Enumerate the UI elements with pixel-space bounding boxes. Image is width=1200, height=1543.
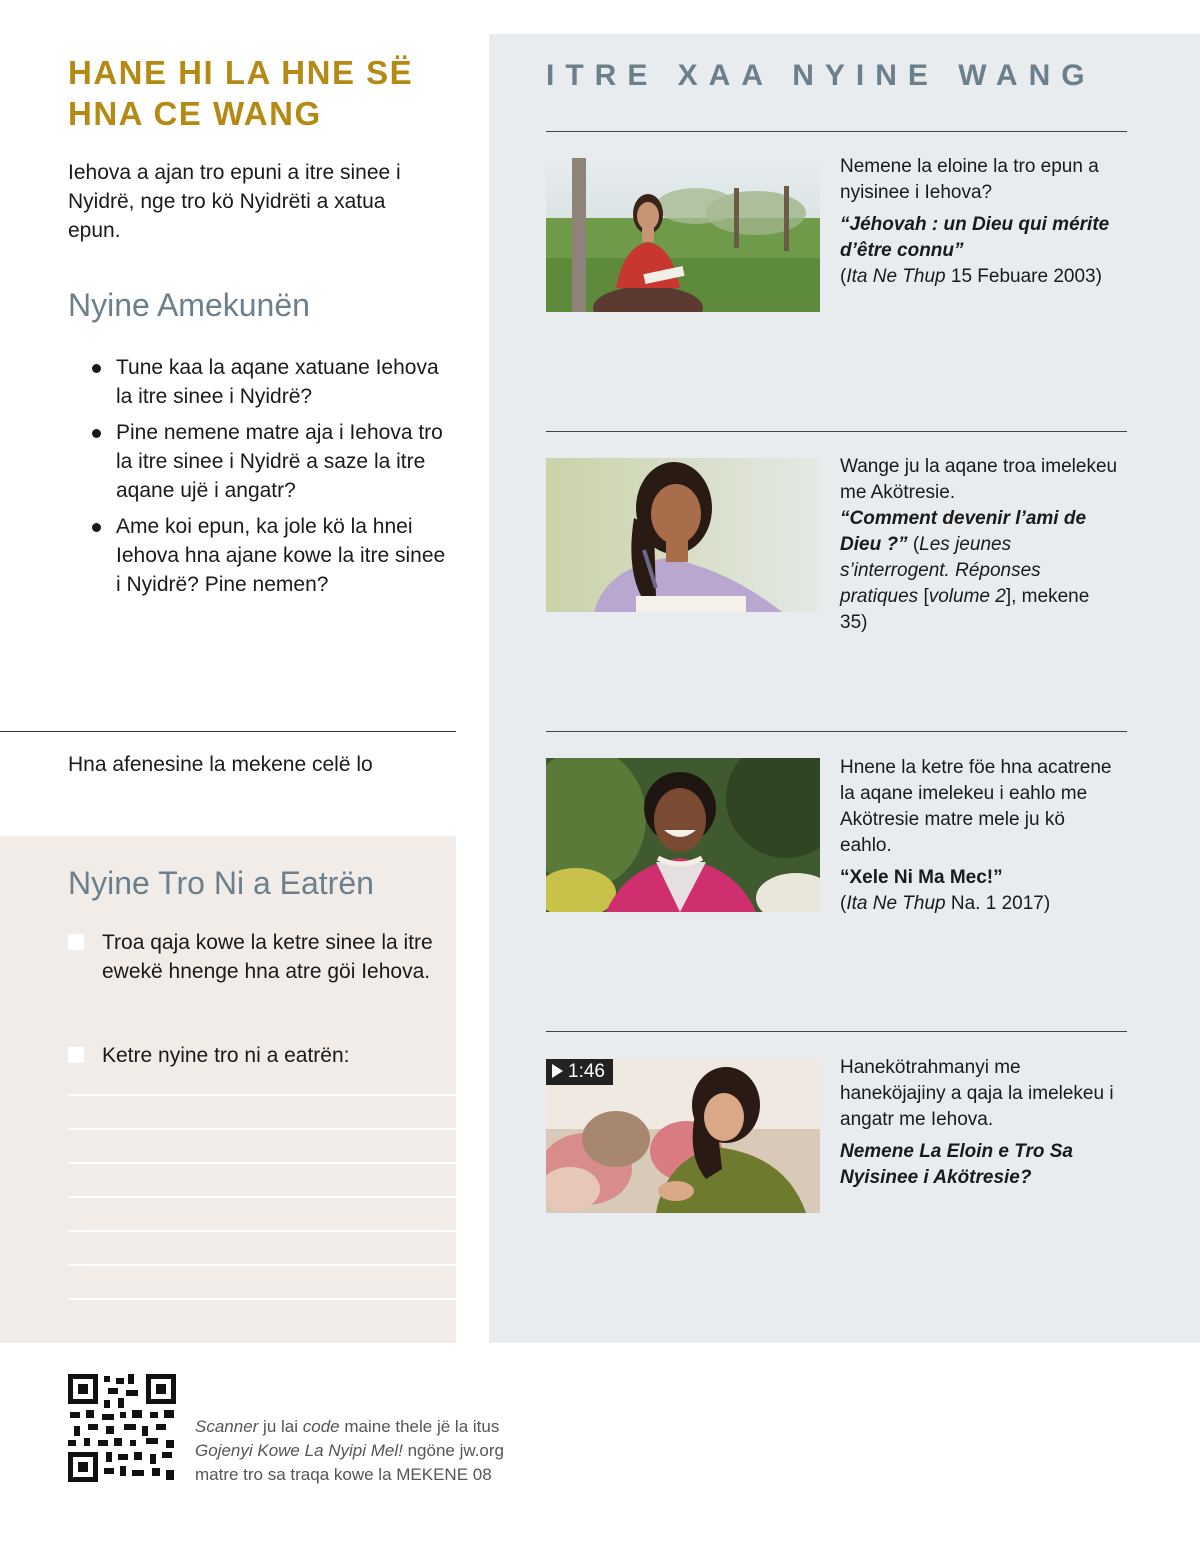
footer-lesson-number: matre tro sa traqa kowe la MEKENE 08 <box>195 1465 492 1484</box>
play-icon <box>552 1064 563 1078</box>
goal-item <box>68 1041 438 1070</box>
video-duration: 1:46 <box>568 1061 605 1082</box>
source-publication: Ita Ne Thup <box>846 266 946 287</box>
source-open: ( <box>907 534 920 555</box>
resource-question: Nemene la eloine la tro epun a nyisinee i Iehova? <box>840 156 1099 203</box>
smiling-woman-portrait-photo[interactable] <box>546 758 820 912</box>
resource-title-link[interactable]: “Comment devenir l’ami de Dieu ?” <box>840 508 1087 555</box>
resource-text <box>840 154 1120 290</box>
bullet-icon <box>92 364 101 373</box>
resource-text <box>840 454 1120 636</box>
list-item <box>90 512 450 599</box>
review-heading: Nyine Amekunën <box>68 287 310 323</box>
writing-line[interactable] <box>68 1094 456 1096</box>
footer-lesson-title[interactable]: Gojenyi Kowe La Nyipi Mel! <box>195 1441 403 1460</box>
writing-line[interactable] <box>68 1162 456 1164</box>
resource-question: Hanekötrahmanyi me haneköjajiny a qaja la imelekeu i angatr me Iehova. <box>840 1057 1114 1130</box>
goal-text: Ketre nyine tro ni a eatrën: <box>102 1044 350 1067</box>
footer-instructions <box>195 1415 615 1487</box>
left-column-top <box>68 52 448 245</box>
resource-text <box>840 1055 1120 1191</box>
writing-line[interactable] <box>68 1128 456 1130</box>
goals-section <box>0 836 456 1343</box>
page-title-line-2: HNA CE WANG <box>68 95 322 132</box>
source-open: ( <box>840 893 847 914</box>
page-title-line-1: HANE HI LA HNE SË <box>68 54 414 91</box>
writing-line[interactable] <box>68 1264 456 1266</box>
section-divider <box>0 731 456 732</box>
source-open: ( <box>840 266 847 287</box>
resource-text <box>840 755 1120 917</box>
review-questions-list <box>90 353 450 606</box>
qr-code-icon[interactable] <box>68 1374 176 1482</box>
page-title <box>68 52 448 134</box>
woman-sitting-in-orchard-photo[interactable] <box>546 158 820 312</box>
source-publication: Ita Ne Thup <box>846 893 946 914</box>
bullet-icon <box>92 523 101 532</box>
bullet-icon <box>92 429 101 438</box>
resource-title-link[interactable]: “Xele Ni Ma Mec!” <box>840 867 1003 888</box>
goal-checkbox[interactable] <box>68 934 84 950</box>
question-text: Tune kaa la aqane xatuane Iehova la itre sinee i Nyidrë? <box>116 356 439 408</box>
source-date: Na. 1 2017) <box>945 893 1051 914</box>
goal-text: Troa qaja kowe la ketre sinee la itre ewekë hnenge hna atre göi Iehova. <box>102 931 433 983</box>
footer-scanner: Scanner <box>195 1417 259 1436</box>
date-completed-label: Hna afenesine la mekene celë lo <box>68 753 373 776</box>
resource-title-link[interactable]: “Jéhovah : un Dieu qui mérite d’être connu” <box>840 214 1110 261</box>
video-duration-badge[interactable] <box>546 1059 613 1085</box>
resource-divider <box>546 131 1127 132</box>
footer-site: ngöne jw.org <box>402 1441 505 1460</box>
resource-divider <box>546 1031 1127 1032</box>
intro-paragraph: Iehova a ajan tro epuni a itre sinee i Nyidrë, nge tro kö Nyidrëti a xatua epun. <box>68 161 401 242</box>
writing-line[interactable] <box>68 1196 456 1198</box>
writing-line[interactable] <box>68 1298 456 1300</box>
question-text: Pine nemene matre aja i Iehova tro la itre sinee i Nyidrë a saze la itre aqane ujë i angatr? <box>116 421 443 502</box>
resource-divider <box>546 431 1127 432</box>
resource-title-link[interactable]: Nemene La Eloin e Tro Sa Nyisinee i Akötresie? <box>840 1141 1074 1188</box>
resource-question: Hnene la ketre föe hna acatrene la aqane imelekeu i eahlo me Akötresie matre mele ju kö eahlo. <box>840 757 1112 856</box>
resource-question: Wange ju la aqane troa imelekeu me Akötresie. <box>840 456 1118 503</box>
explore-more-panel <box>489 34 1200 1343</box>
list-item <box>90 418 450 505</box>
list-item <box>90 353 450 411</box>
question-text: Ame koi epun, ka jole kö la hnei Iehova hna ajane kowe la itre sinee i Nyidrë? Pine nemen? <box>116 515 446 596</box>
source-page: ], mekene 35) <box>840 586 1090 633</box>
goals-heading: Nyine Tro Ni a Eatrën <box>68 865 374 901</box>
source-publication: Les jeunes s’interrogent. Réponses pratiques <box>840 534 1041 607</box>
young-woman-reading-photo[interactable] <box>546 458 820 612</box>
writing-line[interactable] <box>68 1230 456 1232</box>
source-bracket: [ <box>918 586 929 607</box>
source-date: 15 Febuare 2003) <box>945 266 1102 287</box>
resource-source <box>840 264 1120 290</box>
woman-praying-on-sofa-photo[interactable] <box>546 1059 820 1213</box>
goal-checkbox[interactable] <box>68 1047 84 1063</box>
explore-heading: ITRE XAA NYINE WANG <box>546 59 1096 92</box>
footer-text-b: maine thele jë la itus <box>339 1417 500 1436</box>
footer-code: code <box>302 1417 340 1436</box>
footer-text-a: ju lai <box>258 1417 303 1436</box>
goal-item <box>68 928 438 986</box>
resource-divider <box>546 731 1127 732</box>
resource-source <box>840 891 1120 917</box>
source-volume: volume 2 <box>928 586 1006 607</box>
